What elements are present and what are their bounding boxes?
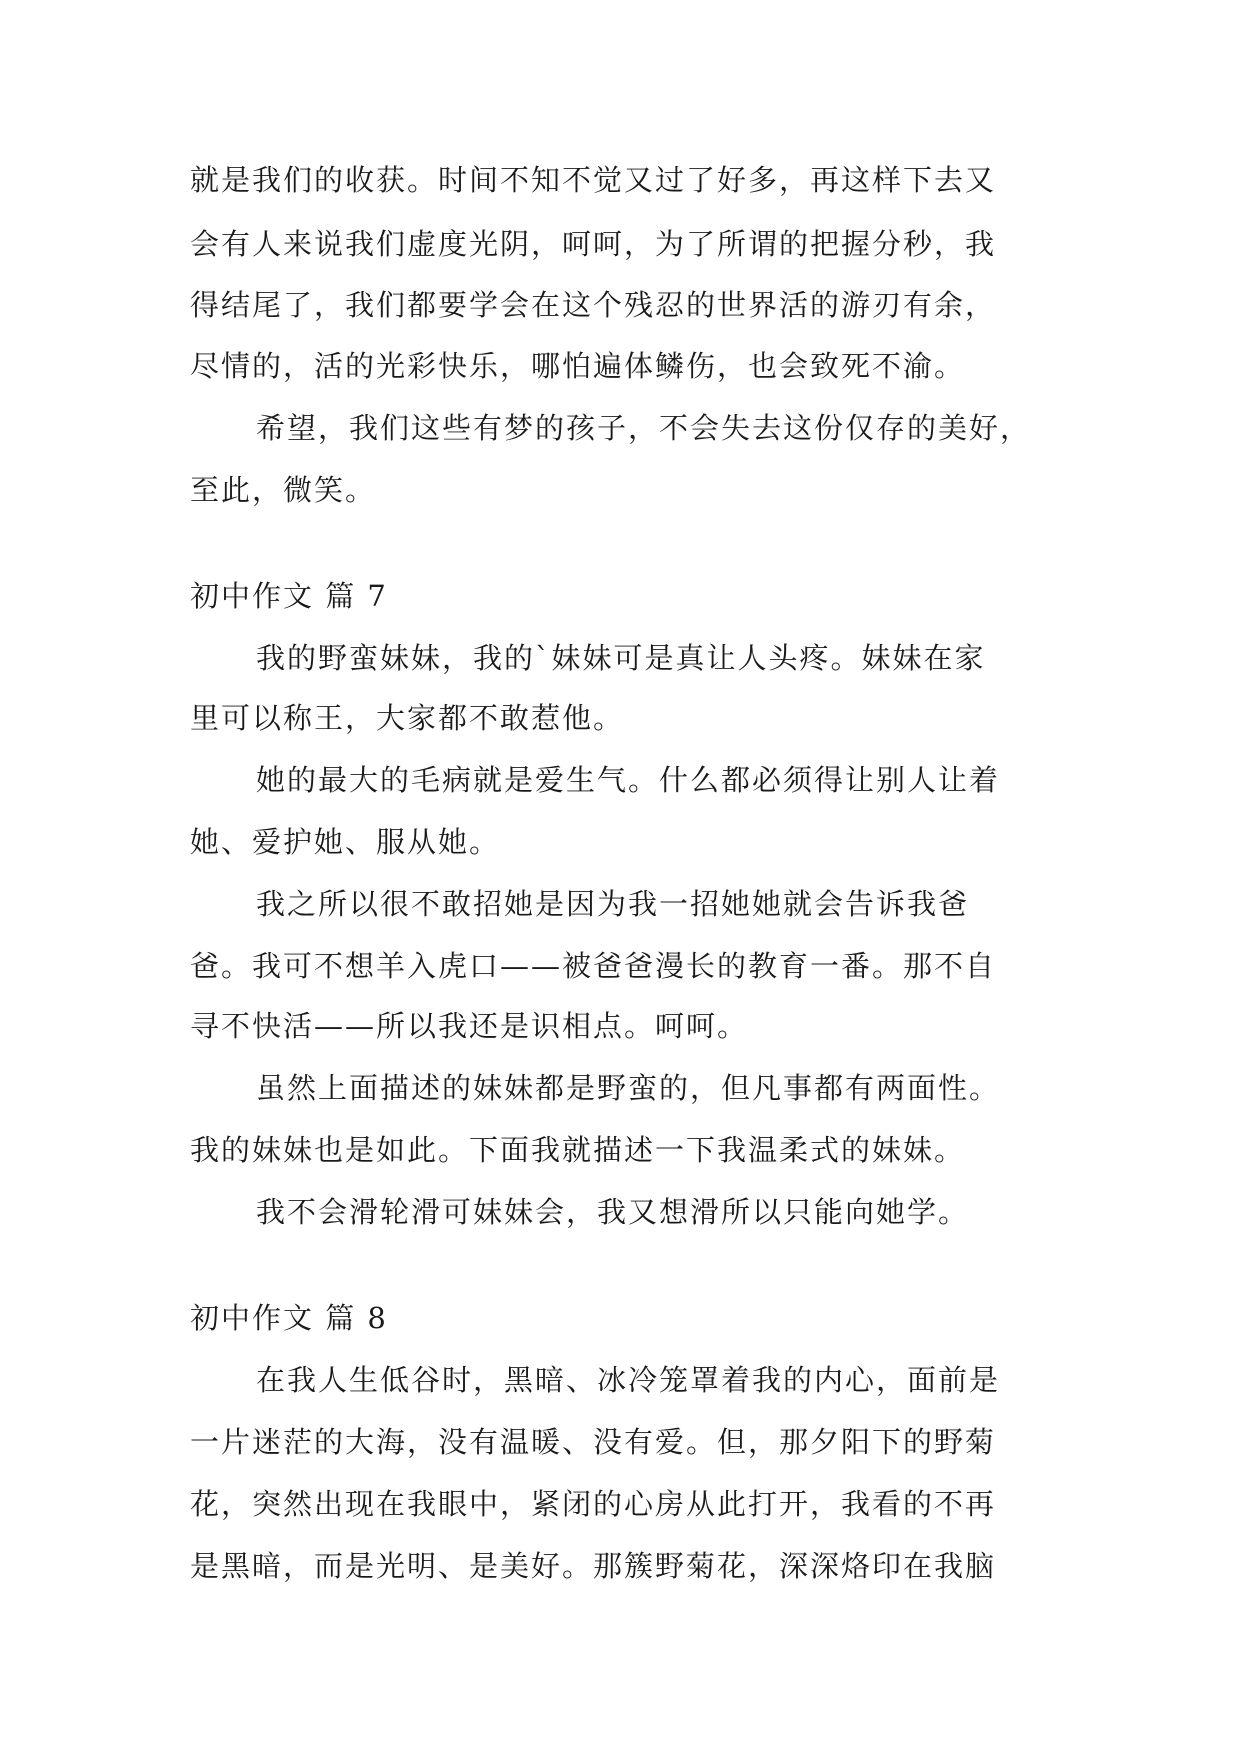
text-line: 我之所以很不敢招她是因为我一招她她就会告诉我爸 [256, 887, 970, 921]
text-line: 她、爱护她、服从她。 [190, 825, 501, 859]
section-heading: 初中作文 篇 8 [190, 1301, 388, 1335]
text-line: 是黑暗，而是光明、是美好。那簇野菊花，深深烙印在我脑 [190, 1549, 997, 1583]
text-line: 她的最大的毛病就是爱生气。什么都必须得让别人让着 [256, 763, 1001, 797]
text-line: 尽情的，活的光彩快乐，哪怕遍体鳞伤，也会致死不渝。 [190, 349, 966, 383]
text-line: 里可以称王，大家都不敢惹他。 [190, 701, 625, 735]
section-heading: 初中作文 篇 7 [190, 579, 388, 613]
text-line: 我的妹妹也是如此。下面我就描述一下我温柔式的妹妹。 [190, 1133, 966, 1167]
text-line: 我的野蛮妹妹，我的`妹妹可是真让人头疼。妹妹在家 [256, 641, 986, 675]
text-line: 寻不快活——所以我还是识相点。呵呵。 [190, 1009, 749, 1043]
text-line: 爸。我可不想羊入虎口——被爸爸漫长的教育一番。那不自 [190, 949, 997, 983]
text-line: 会有人来说我们虚度光阴，呵呵，为了所谓的把握分秒，我 [190, 227, 997, 261]
text-line: 希望，我们这些有梦的孩子，不会失去这份仅存的美好， [256, 411, 1032, 445]
text-line: 虽然上面描述的妹妹都是野蛮的，但凡事都有两面性。 [256, 1071, 1001, 1105]
text-line: 就是我们的收获。时间不知不觉又过了好多，再这样下去又 [190, 163, 997, 197]
text-line: 花，突然出现在我眼中，紧闭的心房从此打开，我看的不再 [190, 1487, 997, 1521]
text-line: 在我人生低谷时，黑暗、冰冷笼罩着我的内心，面前是 [256, 1363, 1001, 1397]
text-line: 得结尾了，我们都要学会在这个残忍的世界活的游刃有余， [190, 288, 997, 322]
text-line: 我不会滑轮滑可妹妹会，我又想滑所以只能向她学。 [256, 1195, 970, 1229]
text-line: 一片迷茫的大海，没有温暖、没有爱。但，那夕阳下的野菊 [190, 1425, 997, 1459]
text-line: 至此，微笑。 [190, 473, 377, 507]
